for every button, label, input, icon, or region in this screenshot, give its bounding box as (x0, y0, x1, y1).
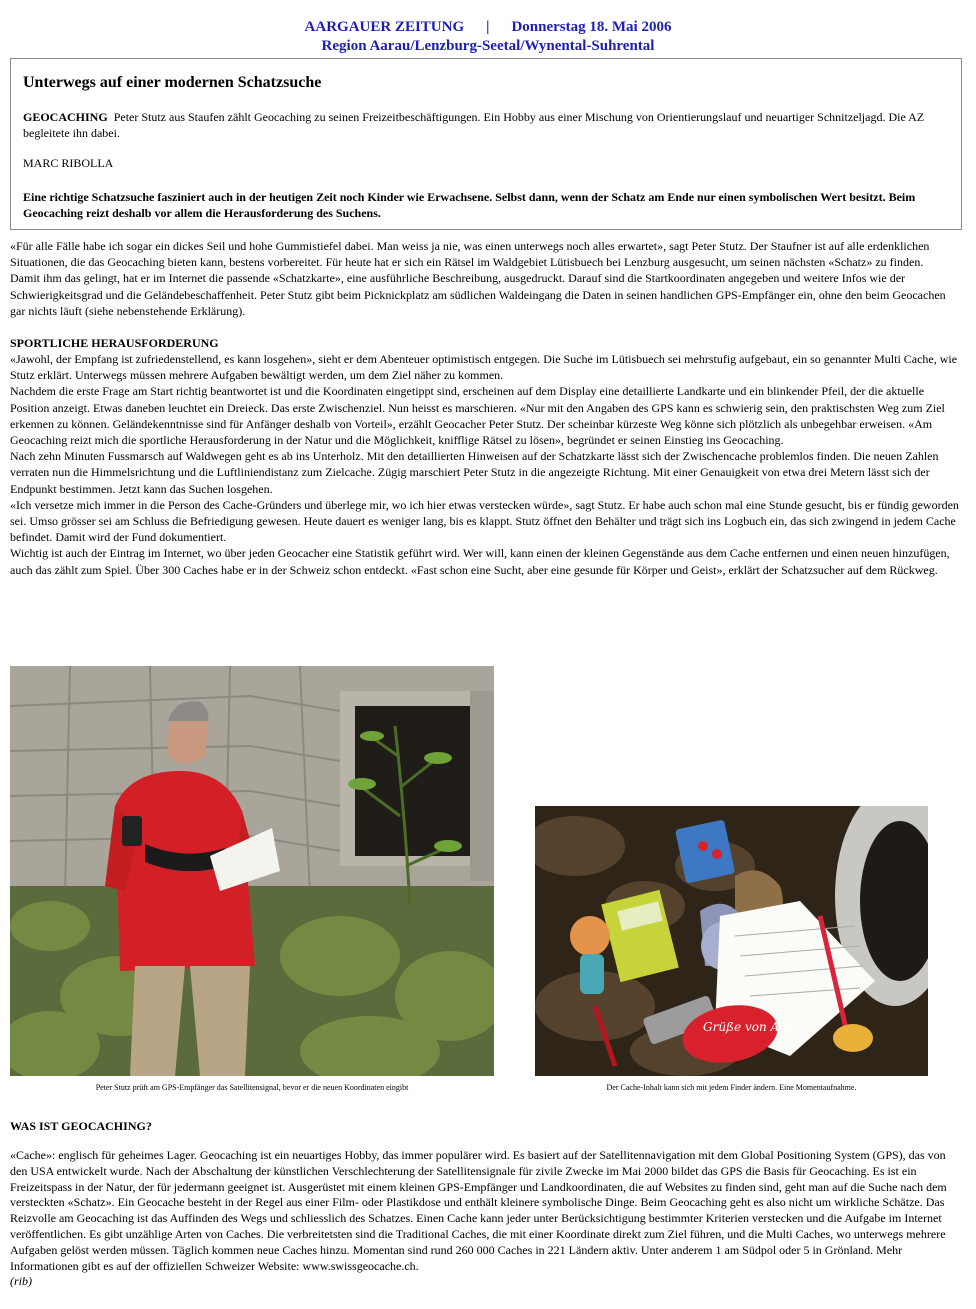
masthead-line-1 (0, 18, 976, 37)
photo-man-with-gps-icon (10, 666, 494, 1076)
info-box (10, 1118, 965, 1290)
info-text: «Cache»: englisch für geheimes Lager. Geocaching ist ein neuartiges Hobby, das immer populärer wird. Es basiert auf der Satellitennavigation mit dem Global Positioning System (GPS), das von den USA entwickelt wurde. Nach der Abschaltung der künstlichen Verschlechterung der Satellitensignale für zivile Zwecke im Mai 2000 bildet das GPS die Basis für Geocaching. Es ist ein Freizeitspass in der Natur, der für jedermann geeignet ist. Ausgerüstet mit einem kleinen GPS-Empfänger und Landkoordinaten, die auf Websites zu finden sind, geht man auf die Suche nach dem versteckten «Schatz». Ein Geocache besteht in der Regel aus einer Film- oder Plastikdose und enthält kleinere symbolische Dinge. Beim Geocaching geht es also nicht um wirkliche Schätze. Das Reizvolle am Geocaching ist das Auffinden des Wegs und schliesslich des Schatzes. Einen Cache kann jeder unter Berücksichtigung bestimmter Kriterien verstecken und die Aufgabe im Internet veröffentlichen. Es gibt unzählige Arten von Caches. Die verbreitetsten sind die Traditional Caches, die mit einer Koordinate direkt zum Ziel führen, und die Multi Caches, wo unterwegs mehrere Aufgaben gelöst werden müssen. Täglich kommen neue Caches hinzu. Momentan sind rund 260 000 Caches in 221 Ländern aktiv. Unter anderem 1 am Südpol oder 5 in Grönland. Mehr Informationen gibt es auf der offiziellen Schweizer Website: www.swissgeocache.ch. (10, 1148, 947, 1273)
article-kicker: GEOCACHING (23, 110, 108, 124)
article-lead (23, 109, 949, 141)
info-title: WAS IST GEOCACHING? (10, 1119, 152, 1133)
article-body (10, 238, 962, 578)
article-intro: Eine richtige Schatzsuche fasziniert auch in der heutigen Zeit noch Kinder wie Erwachsene. Selbst dann, wenn der Schatz am Ende nur einen symbolischen Wert besitzt. Beim Geocaching reizt deshalb vor allem die Herausforderung des Suchens. (23, 190, 916, 220)
body-paragraph: «Für alle Fälle habe ich sogar ein dickes Seil und hohe Gummistiefel dabei. Man weiss ja nie, was einen unterwegs noch alles erwartet», sagt Peter Stutz. Der Staufner ist auf alle erdenklichen Situationen, die das Geocaching bieten kann, bestens vorbereitet. Für heute hat er sich ein Rätsel im Waldgebiet Lütisbuech bei Lenzburg ausgesucht, um seinen nächsten «Schatz» zu finden. (10, 239, 930, 270)
cache-tag-text: Grüße von Anja (703, 1020, 798, 1034)
article-lead-text: Peter Stutz aus Staufen zählt Geocaching zu seinen Freizeitbeschäftigungen. Ein Hobby aus einer Mischung von Orientierungslauf und neuartiger Schnitzeljagd. Die AZ begleitete ihn dabei. (23, 110, 925, 140)
photo-cache-contents (535, 806, 928, 1076)
body-paragraph: «Ich versetze mich immer in die Person des Cache-Gründers und überlege mir, wo ich hier etwas verstecken würde», sagt Stutz. Er habe auch schon mal eine Stunde gesucht, bis er fündig geworden sei. Umso grösser sei am Schluss die Befriedigung gewesen. Heute dauert es weniger lang, bis es klappt. Stutz öffnet den Behälter und trägt sich ins Logbuch ein, das sich zwingend in jedem Cache befindet. Damit wird der Fund dokumentiert. (10, 497, 959, 545)
info-signature: (rib) (10, 1274, 32, 1289)
body-paragraph: Damit ihm das gelingt, hat er im Internet die passende «Schatzkarte», eine ausführliche Beschreibung, ausgedruckt. Darauf sind die Startkoordinaten angegeben und weitere Infos wie der Schwierigkeitsgrad und die Geländebeschaffenheit. Peter Stutz gibt beim Picknickplatz am südlichen Waldeingang die Daten in seinen handlichen GPS-Empfänger ein, ohne den beim Geocachen gar nichts läuft (siehe nebenstehende Erklärung). (10, 271, 946, 318)
photo-caption-2: Der Cache-Inhalt kann sich mit jedem Finder ändern. Eine Momentaufnahme. (606, 1083, 857, 1092)
newspaper-name: AARGAUER ZEITUNG (304, 19, 465, 35)
article-header-box (10, 58, 962, 230)
photo-caption-1: Peter Stutz prüft am GPS-Empfänger das Satellitensignal, bevor er die neuen Koordinaten eingibt (95, 1083, 409, 1092)
body-paragraph: Wichtig ist auch der Eintrag im Internet, wo über jeden Geocacher eine Statistik geführt wird. Wer will, kann einen der kleinen Gegenstände aus dem Cache entfernen und einen neuen hinzufügen, auch das zählt zum Spiel. Über 300 Caches habe er in der Schweiz schon entdeckt. «Fast schon eine Sucht, aber eine gesunde für Körper und Geist», erklärt der Schatzsucher auf dem Rückweg. (10, 546, 950, 577)
article-subhead: SPORTLICHE HERAUSFORDERUNG (10, 336, 219, 351)
region-line: Region Aarau/Lenzburg-Seetal/Wynental-Suhrental (321, 38, 655, 54)
publication-date: Donnerstag 18. Mai 2006 (511, 19, 672, 35)
body-paragraph: Nach zehn Minuten Fussmarsch auf Waldwegen geht es ab ins Unterholz. Mit den detaillierten Hinweisen auf der Schatzkarte lässt sich der Zwischencache problemlos finden. Die neuen Zahlen verraten nun die Himmelsrichtung und die Luftliniendistanz zum Zielcache. Zügig marschiert Peter Stutz in die angezeigte Richtung. Mit einer Genauigkeit von etwa drei Metern lässt sich der Endpunkt bestimmen. Jetzt kann das Suchen losgehen. (10, 449, 939, 496)
photo-cache-contents-icon (535, 806, 928, 1076)
masthead-separator: | (486, 19, 490, 35)
article-author: MARC RIBOLLA (23, 156, 114, 170)
masthead (0, 18, 976, 56)
body-paragraph: «Jawohl, der Empfang ist zufriedenstellend, es kann losgehen», sieht er dem Abenteuer optimistisch entgegen. Die Suche im Lütisbuech sei mehrstufig aufgebaut, ein so genannter Multi Cache, wie Stutz erklärt. Unterwegs müssen mehrere Aufgaben bewältigt werden, um dem Ziel näher zu kommen. (10, 352, 958, 383)
photo-man-with-gps (10, 666, 494, 1076)
body-paragraph: Nachdem die erste Frage am Start richtig beantwortet ist und die Koordinaten eingetippt sind, erscheinen auf dem Display eine detaillierte Landkarte und ein blinkender Pfeil, der die aktuelle Position anzeigt. Etwas daneben leuchtet ein Dreieck. Das erste Zwischenziel. Nun heisst es marschieren. «Nur mit den Angaben des GPS kann es schwierig sein, den praktischsten Weg zum Ziel erkennen zu können. Geländekenntnisse sind für Anfänger deshalb von Vorteil», erzählt Geocacher Peter Stutz. Der scheinbar kürzeste Weg könne sich plötzlich als unbegehbar erweisen. «Am Geocaching reizt mich die sportliche Herausforderung in der Natur und die Möglichkeit, knifflige Rätsel zu lösen», begründet er seinen Einstieg ins Geocaching. (10, 384, 945, 448)
article-title: Unterwegs auf einer modernen Schatzsuche (23, 74, 322, 91)
